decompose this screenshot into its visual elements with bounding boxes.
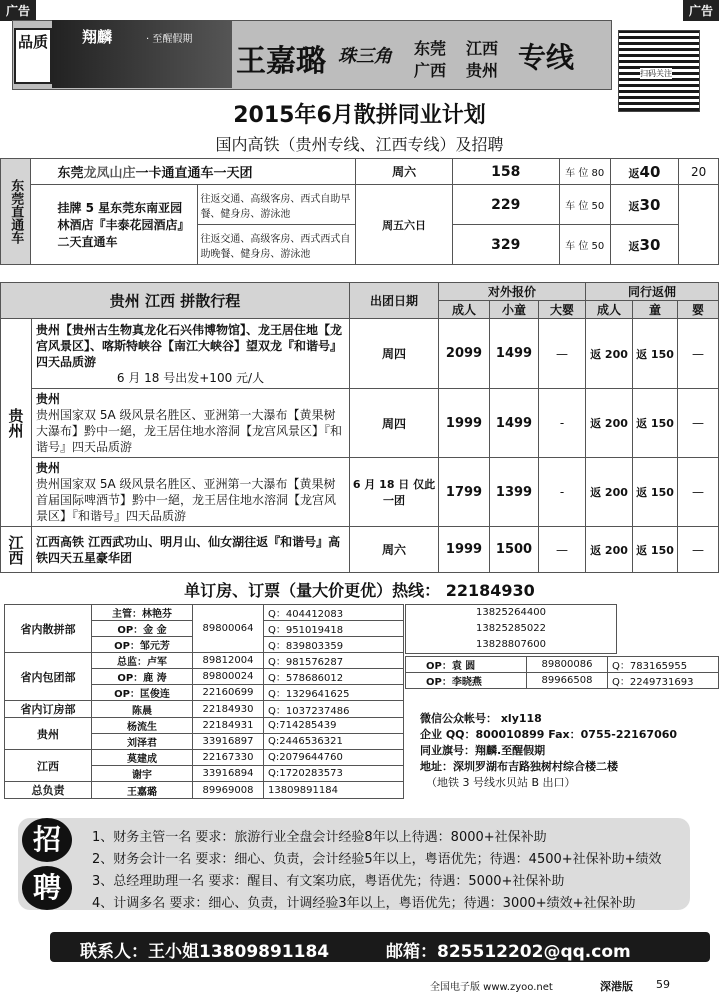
gz-col-infant: 大婴 <box>539 301 586 319</box>
c-1-2-1: 22160699 <box>193 685 264 701</box>
ad-label-left: 广告 <box>0 0 36 21</box>
gz-header-rebate: 同行返佣 <box>586 283 719 301</box>
c-4-0-0: 莫建成 <box>92 750 193 766</box>
dongguan-table <box>0 158 719 265</box>
gz-r3-child: 1399 <box>490 458 539 527</box>
dongguan-row1-seat: 车 位 80 <box>559 159 610 185</box>
c-1-1-5: Q：2249731693 <box>608 673 719 689</box>
c-2-0-1: 22184930 <box>193 701 264 718</box>
c-1-0-0: 总监：卢军 <box>92 653 193 669</box>
gz-r2-ri: — <box>678 389 719 458</box>
dongguan-row1-day: 周六 <box>356 159 453 185</box>
logo-text: 翔麟 <box>82 28 113 46</box>
gz-r2-desc: 贵州 贵州国家双 5A 级风景名胜区、亚洲第一大瀑布【黄果树大瀑布】黔中一絕，龙王居住地水溶洞【龙宫风景区】『和谐号』四天品质游 <box>32 389 350 458</box>
gz-r3-rc: 返 150 <box>633 458 678 527</box>
c-3-1-2: Q:2446536321 <box>264 734 404 750</box>
jx-infant: — <box>539 527 586 573</box>
contact-bar <box>50 932 710 962</box>
gz-r1-desc: 贵州【贵州古生物真龙化石兴伟博物馆】、龙王居住地【龙宫风景区】、喀斯特峡谷【南江大峡谷】望双龙『和谐号』四天品质游 6 月 18 号出发+100 元/人 <box>32 319 350 389</box>
gz-r1-adult: 2099 <box>439 319 490 389</box>
dept-dingfang: 省内订房部 <box>5 701 92 718</box>
ad-label-right: 广告 <box>683 0 719 21</box>
page-subtitle: 国内高铁（贵州专线、江西专线）及招聘 <box>215 135 504 154</box>
c-5-0-0: 王嘉璐 <box>92 782 193 799</box>
c-0-1-3: 13825285022 <box>476 623 546 634</box>
c-1-0-2: Q：981576287 <box>264 653 404 669</box>
gz-r2-rc: 返 150 <box>633 389 678 458</box>
gz-r3-day: 6 月 18 日 仅此一团 <box>350 458 439 527</box>
dongguan-row1-name: 东莞龙凤山庄一卡通直通车一天团 <box>31 159 356 185</box>
c-1-1-2: Q：578686012 <box>264 669 404 685</box>
recruit-line-1: 1、财务主管一名 要求：旅游行业全盘会计经验8年以上待遇：8000+社保补助 <box>92 830 547 845</box>
gz-col-child: 小童 <box>490 301 539 319</box>
gz-r3-ri: — <box>678 458 719 527</box>
recruit-line-4: 4、计调多名 要求：细心、负责，计调经验3年以上，粤语优先；待遇：3000+绩效+社保补助 <box>92 896 636 911</box>
gz-header-date: 出团日期 <box>350 283 439 319</box>
c-4-1-2: Q:1720283573 <box>264 766 404 782</box>
dept-sanpin: 省内散拼部 <box>5 605 92 653</box>
gz-r3-infant: - <box>539 458 586 527</box>
dept-head: 总负责 <box>5 782 92 799</box>
dest-jiangxi: 江西 <box>466 39 499 58</box>
dongguan-row2-rebate-b: 返30 <box>610 225 679 265</box>
dept-jiangxi: 江西 <box>5 750 92 782</box>
site-url[interactable]: 全国电子版 www.zyoo.net <box>430 982 553 993</box>
gz-r3-desc: 贵州 贵州国家双 5A 级风景名胜区、亚洲第一大瀑布【黄果树首届国际啤酒节】黔中一絕，龙王居住地水溶洞【龙宫风景区】『和谐号』四天品质游 <box>32 458 350 527</box>
gz-r1-day: 周四 <box>350 319 439 389</box>
edition: 深港版 <box>600 980 633 993</box>
c-1-1-0: OP：鹿 涛 <box>92 669 193 685</box>
c-4-0-1: 22167330 <box>193 750 264 766</box>
address-note: （地铁 3 号线水贝站 B 出口） <box>426 776 576 789</box>
jx-ri: — <box>678 527 719 573</box>
c-1-1-1: 89800024 <box>193 669 264 685</box>
c-1-0-1: 89812004 <box>193 653 264 669</box>
recruit-badge-zhao: 招 <box>22 818 72 862</box>
dongguan-row2-rebate-a: 返30 <box>610 185 679 225</box>
wechat-account: 微信公众帐号： xly118 <box>420 712 542 725</box>
gz-col-adult: 成人 <box>439 301 490 319</box>
gz-r1-ri: — <box>678 319 719 389</box>
recruit-line-3: 3、总经理助理一名 要求：醒目、有文案功底，粤语优先；待遇：5000+社保补助 <box>92 874 565 889</box>
jx-rc: 返 150 <box>633 527 678 573</box>
contacts-table <box>4 604 404 799</box>
page-number: 59 <box>656 978 670 991</box>
baotuan-extra <box>405 656 719 689</box>
gz-r2-infant: - <box>539 389 586 458</box>
dongguan-row1-extra: 20 <box>679 159 719 185</box>
c-0-2-2: Q：839803359 <box>264 637 404 653</box>
c-0-1-2: Q：951019418 <box>264 621 404 637</box>
c-0-0-0: 主管：林艳芬 <box>92 605 193 621</box>
recruit-line-2: 2、财务会计一名 要求：细心、负责，会计经验5年以上，粤语优先；待遇：4500+社保补助+绩效 <box>92 852 662 867</box>
brand-sub: 珠三角 <box>338 46 392 67</box>
c-1-1-3: OP：李晓燕 <box>406 673 527 689</box>
c-0-1-0: OP：金 金 <box>92 621 193 637</box>
logo-sub: · 至醒假期 <box>146 34 193 45</box>
c-1-0-4: 89800086 <box>527 657 608 673</box>
hotline: 单订房、订票（量大价更优）热线： 22184930 <box>184 581 535 600</box>
c-4-0-2: Q:2079644760 <box>264 750 404 766</box>
c-5-0-1: 89969008 <box>193 782 264 799</box>
address: 地址：深圳罗湖布吉路独树村综合楼二楼 <box>420 760 618 773</box>
gz-r2-ra: 返 200 <box>586 389 633 458</box>
recruit-badge-pin: 聘 <box>22 866 72 910</box>
dongguan-row2-price-b: 329 <box>452 225 559 265</box>
dest-guangxi: 广西 <box>414 61 447 80</box>
c-2-0-0: 陈晨 <box>92 701 193 718</box>
gz-r2-child: 1499 <box>490 389 539 458</box>
jiangxi-side: 江西 <box>1 527 32 573</box>
sanpin-phones <box>405 604 617 654</box>
c-3-0-2: Q:714285439 <box>264 718 404 734</box>
c-3-1-1: 33916897 <box>193 734 264 750</box>
dongguan-row2-desc-a: 往返交通、高级客房、西式自助早餐、健身房、游泳池 <box>198 185 356 225</box>
line-label: 专线 <box>518 41 575 74</box>
jx-ra: 返 200 <box>586 527 633 573</box>
gz-header-quote: 对外报价 <box>439 283 586 301</box>
dongguan-row1-rebate: 返40 <box>610 159 679 185</box>
page-title: 2015年6月散拼同业计划 <box>233 103 486 128</box>
gz-r1-infant: — <box>539 319 586 389</box>
company-qq: 企业 QQ：800010899 Fax：0755-22167060 <box>420 728 678 741</box>
c-1-0-3: OP：袁 圆 <box>406 657 527 673</box>
gz-r2-day: 周四 <box>350 389 439 458</box>
gz-r1-rc: 返 150 <box>633 319 678 389</box>
qr-caption: 扫码关注 <box>640 69 672 78</box>
c-0-0-3: 13825264400 <box>476 607 546 618</box>
dongguan-side: 东莞直通车 <box>1 159 31 265</box>
dongguan-row2-extra <box>679 185 719 265</box>
brand-name: 王嘉璐 <box>236 44 326 79</box>
dongguan-row2-seat-b: 车 位 50 <box>559 225 610 265</box>
c-3-1-0: 刘泽君 <box>92 734 193 750</box>
contact-email[interactable]: 邮箱：825512202@qq.com <box>386 942 631 962</box>
c-0-0-1: 89800064 <box>193 605 264 653</box>
dongguan-row2-name: 挂牌 5 星东莞东南亚园林酒店『丰泰花园酒店』二天直通车 <box>31 185 198 265</box>
c-2-0-2: Q：1037237486 <box>264 701 404 718</box>
c-1-2-0: OP：匡俊连 <box>92 685 193 701</box>
gz-col-child2: 童 <box>633 301 678 319</box>
c-0-2-0: OP：邹元芳 <box>92 637 193 653</box>
jx-desc: 江西高铁 江西武功山、明月山、仙女湖往返『和谐号』高铁四天五星豪华团 <box>32 527 350 573</box>
c-0-0-2: Q：404412083 <box>264 605 404 621</box>
jx-adult: 1999 <box>439 527 490 573</box>
gz-col-adult2: 成人 <box>586 301 633 319</box>
c-5-0-2: 13809891184 <box>264 782 404 799</box>
dest-guizhou: 贵州 <box>466 61 499 80</box>
logo-block <box>52 20 232 88</box>
jx-day: 周六 <box>350 527 439 573</box>
dongguan-row2-desc-b: 往返交通、高级客房、西式西式自助晚餐、健身房、游泳池 <box>198 225 356 265</box>
c-3-0-1: 22184931 <box>193 718 264 734</box>
c-4-1-0: 谢宇 <box>92 766 193 782</box>
trade-flag: 同业旗号：翔麟.至醒假期 <box>420 744 546 757</box>
dept-baotuan: 省内包团部 <box>5 653 92 701</box>
c-1-0-5: Q：783165955 <box>608 657 719 673</box>
c-3-0-0: 杨流生 <box>92 718 193 734</box>
guizhou-side: 贵州 <box>1 319 32 527</box>
guizhou-table <box>0 282 719 573</box>
c-4-1-1: 33916894 <box>193 766 264 782</box>
dongguan-row2-seat-a: 车 位 50 <box>559 185 610 225</box>
dongguan-row2-price-a: 229 <box>452 185 559 225</box>
gz-header-title: 贵州 江西 拼散行程 <box>1 283 350 319</box>
gz-r3-ra: 返 200 <box>586 458 633 527</box>
gz-r1-child: 1499 <box>490 319 539 389</box>
c-0-2-3: 13828807600 <box>476 639 546 650</box>
c-1-1-4: 89966508 <box>527 673 608 689</box>
gz-r1-ra: 返 200 <box>586 319 633 389</box>
dongguan-row2-day: 周五六日 <box>356 185 453 265</box>
gz-r2-adult: 1999 <box>439 389 490 458</box>
gz-col-infant2: 婴 <box>678 301 719 319</box>
dongguan-row1-price: 158 <box>452 159 559 185</box>
gz-r3-adult: 1799 <box>439 458 490 527</box>
dept-guizhou: 贵州 <box>5 718 92 750</box>
quality-badge: 品质 <box>14 28 52 84</box>
contact-person: 联系人：王小姐13809891184 <box>80 942 330 962</box>
dest-dongguan: 东莞 <box>414 39 447 58</box>
c-1-2-2: Q：1329641625 <box>264 685 404 701</box>
jx-child: 1500 <box>490 527 539 573</box>
